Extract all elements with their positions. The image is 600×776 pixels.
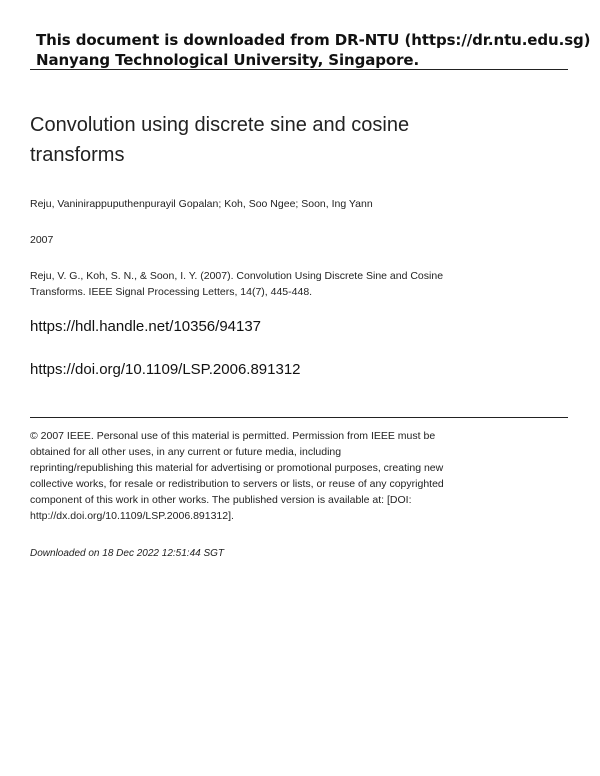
handle-link[interactable]: https://hdl.handle.net/10356/94137 — [30, 318, 262, 335]
copyright-line-5: component of this work in other works. The published version is available at: [DOI: — [30, 494, 412, 506]
header-line-2: Nanyang Technological University, Singapore. — [36, 51, 420, 69]
download-timestamp: Downloaded on 18 Dec 2022 12:51:44 SGT — [30, 548, 225, 559]
citation-line-1: Reju, V. G., Koh, S. N., & Soon, I. Y. (2007). Convolution Using Discrete Sine and Cosine — [30, 270, 444, 282]
copyright-line-2: obtained for all other uses, in any current or future media, including — [30, 446, 342, 458]
doi-link[interactable]: https://doi.org/10.1109/LSP.2006.891312 — [30, 361, 301, 378]
document-title — [30, 110, 550, 170]
title-line-1: Convolution using discrete sine and cosine — [30, 114, 410, 136]
copyright-notice — [30, 428, 570, 524]
citation — [30, 268, 443, 300]
title-line-2: transforms — [30, 144, 125, 166]
copyright-line-3: reprinting/republishing this material for advertising or promotional purposes, creating new — [30, 462, 444, 474]
copyright-line-4: collective works, for resale or redistribution to servers or lists, or reuse of any copyrighted — [30, 478, 444, 490]
citation-line-2: Transforms. IEEE Signal Processing Letters, 14(7), 445-448. — [30, 286, 313, 298]
copyright-line-1: © 2007 IEEE. Personal use of this material is permitted. Permission from IEEE must be — [30, 430, 436, 442]
header-divider — [30, 69, 568, 70]
header-line-1: This document is downloaded from DR-NTU (https://dr.ntu.edu.sg) — [36, 31, 591, 49]
repository-header — [36, 30, 590, 70]
copyright-line-6: http://dx.doi.org/10.1109/LSP.2006.891312]. — [30, 510, 234, 522]
publication-year: 2007 — [30, 234, 54, 246]
copyright-divider — [30, 417, 568, 418]
authors: Reju, Vaninirappuputhenpurayil Gopalan; Koh, Soo Ngee; Soon, Ing Yann — [30, 198, 373, 210]
